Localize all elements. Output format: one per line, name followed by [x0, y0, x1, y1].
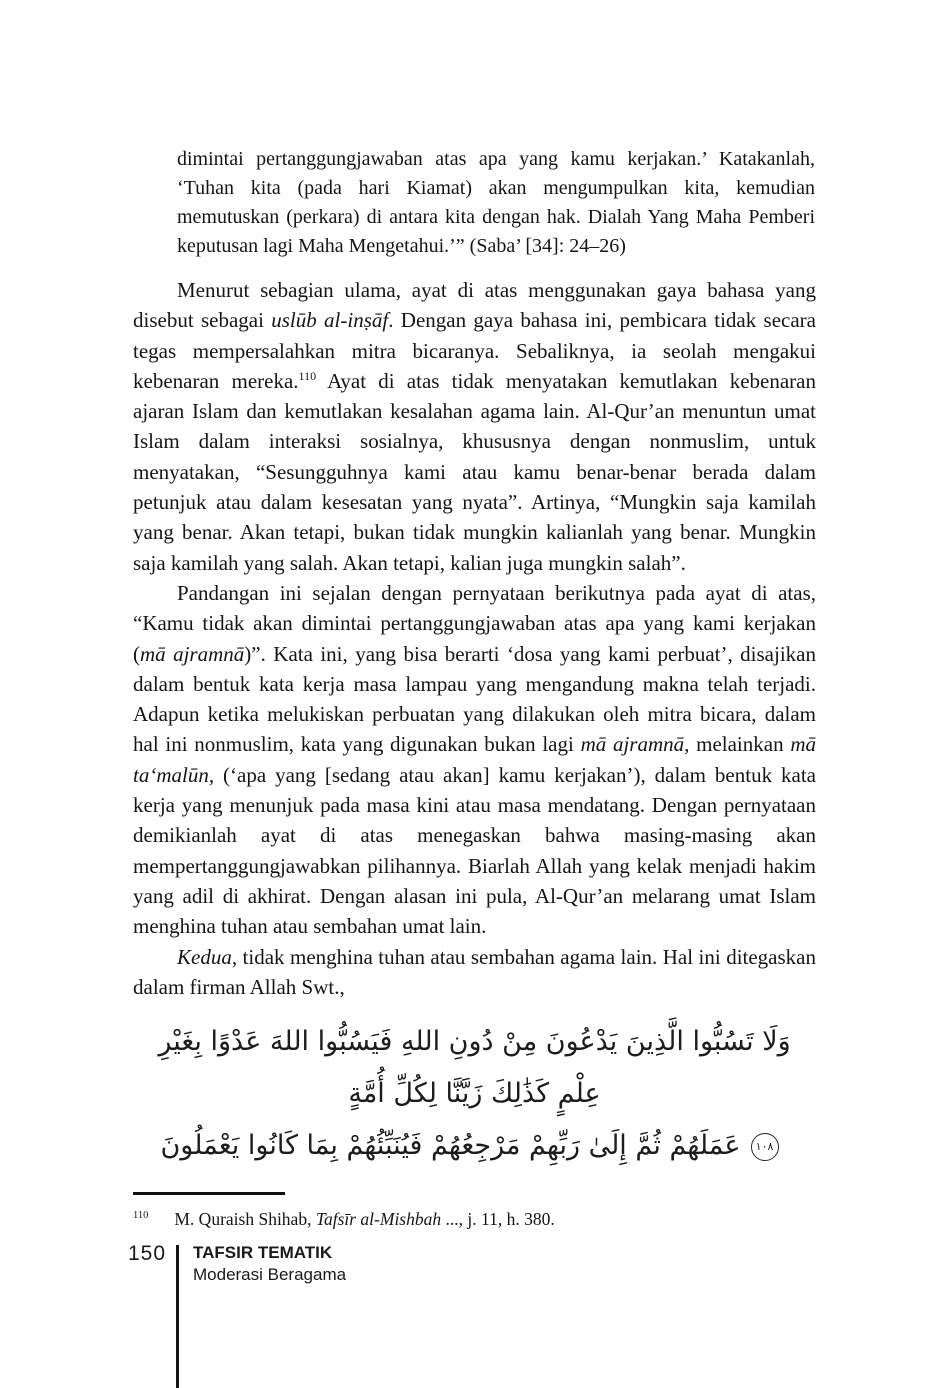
footnote-text: M. Quraish Shihab, Tafsīr al-Mishbah ..., j. 11, h. 380.	[174, 1208, 555, 1229]
page-content	[133, 145, 816, 1231]
arabic-verse-line-1: وَلَا تَسُبُّوا الَّذِينَ يَدْعُونَ مِنْ دُونِ اللهِ فَيَسُبُّوا اللهَ عَدْوًا بِغَيْرِ عِلْمٍ كَذَٰلِكَ زَيَّنَّا لِكُلِّ أُمَّةٍ	[158, 1026, 791, 1110]
quran-translation-blockquote: dimintai pertanggungjawaban atas apa yang kamu kerjakan.’ Katakanlah, ‘Tuhan kita (pada hari Kiamat) akan mengumpulkan kita, kemudian memutuskan (perkara) di antara kita dengan hak. Dialah Yang Maha Pemberi keputusan lagi Maha Mengetahui.’” (Saba’ [34]: 24–26)	[177, 148, 815, 257]
arabic-verse-line-2-wrap	[133, 1120, 816, 1172]
ayah-end-marker: ١٠٨	[751, 1133, 779, 1161]
footer-titles	[193, 1242, 346, 1286]
body-paragraph-2: Pandangan ini sejalan dengan pernyataan berikutnya pada ayat di atas, “Kamu tidak akan dimintai pertanggungjawaban atas apa yang kami kerjakan (mā ajramnā)”. Kata ini, yang bisa berarti ‘dosa yang kami perbuat’, disajikan dalam bentuk kata kerja masa lampau yang mengandung makna telah terjadi. Adapun ketika melukiskan perbuatan yang dilakukan oleh mitra bicara, dalam hal ini nonmuslim, kata yang digunakan bukan lagi mā ajramnā, melainkan mā ta‘malūn, (‘apa yang [sedang atau akan] kamu kerjakan’), dalam bentuk kata kerja yang menunjuk pada masa kini atau masa mendatang. Dengan pernyataan demikianlah ayat di atas menegaskan bahwa masing-masing akan mempertanggungjawabkan pilihannya. Biarlah Allah yang kelak menjadi hakim yang adil di akhirat. Dengan alasan ini pula, Al-Qur’an melarang umat Islam menghina tuhan atau sembahan umat lain.	[133, 580, 816, 939]
page-number: 150	[128, 1242, 167, 1265]
footer-vertical-rule	[176, 1245, 179, 1388]
footnote-separator-rule	[133, 1192, 285, 1195]
book-title: TAFSIR TEMATIK	[193, 1243, 333, 1262]
arabic-verse-line-2: عَمَلَهُمْ ثُمَّ إِلَىٰ رَبِّهِمْ مَرْجِعُهُمْ فَيُنَبِّئُهُمْ بِمَا كَانُوا يَعْمَلُونَ	[160, 1130, 741, 1162]
book-subtitle: Moderasi Beragama	[193, 1265, 347, 1284]
footnote	[133, 1204, 816, 1231]
footnote-number: 110	[133, 1210, 149, 1222]
body-paragraph-3: Kedua, tidak menghina tuhan atau sembahan agama lain. Hal ini ditegaskan dalam firman Allah Swt.,	[133, 944, 816, 999]
quran-arabic-verse	[133, 1016, 816, 1172]
body-paragraph-1: Menurut sebagian ulama, ayat di atas menggunakan gaya bahasa yang disebut sebagai uslūb al-inṣāf. Dengan gaya bahasa ini, pembicara tidak secara tegas mempersalahkan mitra bicaranya. Sebaliknya, ia seolah mengakui kebenaran mereka.$^{110}$ Ayat di atas tidak menyatakan kemutlakan kebenaran ajaran Islam dan kemutlakan kesalahan agama lain. Al-Qur’an menuntun umat Islam dalam interaksi sosialnya, khususnya dengan nonmuslim, untuk menyatakan, “Sesungguhnya kami atau kamu benar-benar berada dalam petunjuk atau dalam kesesatan yang nyata”. Artinya, “Mungkin saja kamilah yang benar. Akan tetapi, bukan tidak mungkin kalianlah yang benar. Mungkin saja kamilah yang salah. Akan tetapi, kalian juga mungkin salah”.	[133, 278, 816, 575]
